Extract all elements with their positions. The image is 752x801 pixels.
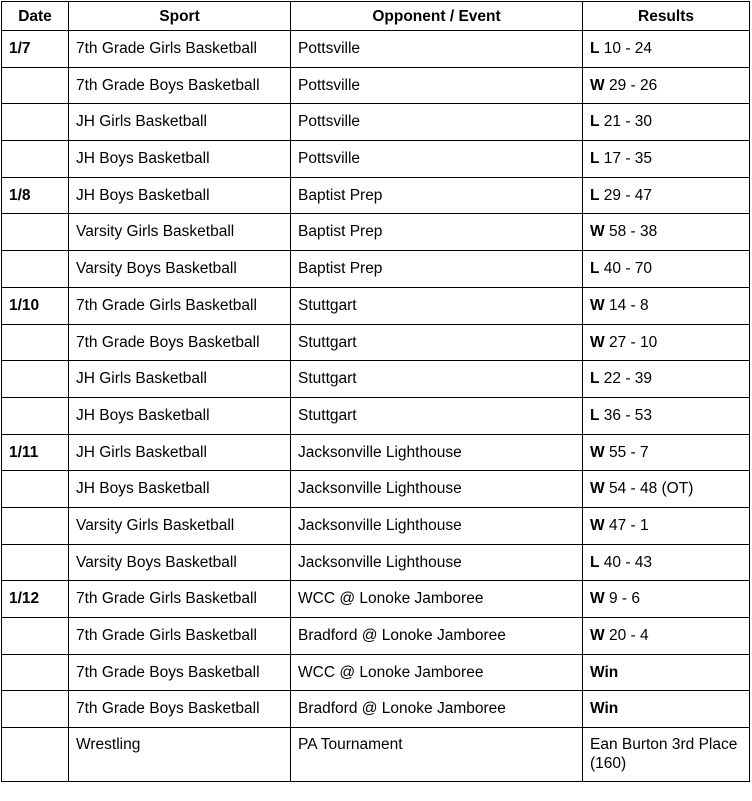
header-date: Date	[2, 2, 69, 31]
cell-sport: Varsity Boys Basketball	[69, 544, 291, 581]
cell-date: 1/10	[2, 287, 69, 324]
table-row	[2, 471, 750, 508]
cell-result	[583, 397, 750, 434]
cell-opponent: Baptist Prep	[291, 251, 583, 288]
result-outcome: W	[590, 223, 605, 241]
header-opponent: Opponent / Event	[291, 2, 583, 31]
cell-sport: Varsity Boys Basketball	[69, 251, 291, 288]
cell-opponent: Stuttgart	[291, 324, 583, 361]
result-outcome: W	[590, 590, 605, 608]
cell-opponent: Baptist Prep	[291, 177, 583, 214]
cell-opponent: Jacksonville Lighthouse	[291, 507, 583, 544]
result-outcome: W	[590, 480, 605, 498]
header-results: Results	[583, 2, 750, 31]
result-score: 21 - 30	[599, 113, 653, 131]
result-score: 58 - 38	[604, 223, 658, 241]
result-score: 55 - 7	[604, 443, 649, 461]
cell-result	[583, 251, 750, 288]
table-row	[2, 544, 750, 581]
cell-result	[583, 141, 750, 178]
result-score: 22 - 39	[599, 370, 653, 388]
result-outcome: L	[590, 150, 600, 168]
cell-result	[583, 507, 750, 544]
cell-date	[2, 728, 69, 782]
table-row	[2, 287, 750, 324]
cell-sport: 7th Grade Boys Basketball	[69, 67, 291, 104]
cell-opponent: Stuttgart	[291, 397, 583, 434]
header-sport: Sport	[69, 2, 291, 31]
result-outcome: L	[590, 186, 600, 204]
cell-sport: Varsity Girls Basketball	[69, 507, 291, 544]
cell-result	[583, 361, 750, 398]
table-row	[2, 507, 750, 544]
result-score: 20 - 4	[604, 627, 649, 644]
cell-date	[2, 214, 69, 251]
table-row	[2, 654, 750, 691]
cell-sport: Wrestling	[69, 728, 291, 782]
cell-date	[2, 141, 69, 178]
result-outcome: W	[590, 76, 605, 94]
result-outcome: L	[590, 113, 600, 131]
cell-result	[583, 618, 750, 655]
cell-date	[2, 324, 69, 361]
cell-opponent: Jacksonville Lighthouse	[291, 544, 583, 581]
cell-sport: Varsity Girls Basketball	[69, 214, 291, 251]
result-outcome: W	[590, 516, 605, 534]
cell-result	[583, 581, 750, 618]
cell-sport: 7th Grade Girls Basketball	[69, 581, 291, 618]
result-score: 40 - 43	[599, 553, 653, 571]
result-score: Ean Burton 3rd Place (160)	[590, 736, 738, 773]
result-score: 14 - 8	[604, 296, 649, 314]
result-score: 40 - 70	[599, 260, 653, 278]
results-table	[1, 1, 750, 782]
table-header-row	[2, 2, 750, 31]
cell-result	[583, 471, 750, 508]
table-row	[2, 691, 750, 728]
result-outcome: Win	[590, 700, 619, 718]
result-score: 17 - 35	[599, 150, 653, 168]
cell-date	[2, 361, 69, 398]
cell-opponent: Pottsville	[291, 67, 583, 104]
result-outcome: W	[590, 333, 605, 351]
cell-result	[583, 287, 750, 324]
cell-date	[2, 104, 69, 141]
cell-date	[2, 397, 69, 434]
cell-opponent: Jacksonville Lighthouse	[291, 471, 583, 508]
table-row	[2, 67, 750, 104]
result-score: 27 - 10	[604, 333, 658, 351]
cell-date	[2, 67, 69, 104]
cell-opponent: WCC @ Lonoke Jamboree	[291, 654, 583, 691]
table-row	[2, 324, 750, 361]
cell-result	[583, 67, 750, 104]
result-outcome: L	[590, 370, 600, 388]
result-score: 29 - 26	[604, 76, 658, 94]
cell-result	[583, 544, 750, 581]
cell-opponent: Baptist Prep	[291, 214, 583, 251]
cell-sport: JH Boys Basketball	[69, 177, 291, 214]
result-score: 9 - 6	[604, 590, 640, 608]
cell-date: 1/12	[2, 581, 69, 618]
cell-result	[583, 434, 750, 471]
table-row	[2, 141, 750, 178]
table-row	[2, 361, 750, 398]
cell-result	[583, 104, 750, 141]
cell-result	[583, 31, 750, 68]
cell-date: 1/7	[2, 31, 69, 68]
cell-result	[583, 691, 750, 728]
cell-sport: JH Girls Basketball	[69, 361, 291, 398]
cell-date	[2, 251, 69, 288]
cell-result	[583, 654, 750, 691]
cell-sport: 7th Grade Boys Basketball	[69, 324, 291, 361]
table-row	[2, 104, 750, 141]
result-outcome: W	[590, 296, 605, 314]
cell-sport: JH Boys Basketball	[69, 471, 291, 508]
table-row	[2, 397, 750, 434]
result-score: 29 - 47	[599, 186, 653, 204]
table-row	[2, 214, 750, 251]
cell-result	[583, 214, 750, 251]
table-row	[2, 177, 750, 214]
cell-opponent: Bradford @ Lonoke Jamboree	[291, 691, 583, 728]
result-score: 10 - 24	[599, 40, 653, 57]
cell-sport: 7th Grade Girls Basketball	[69, 287, 291, 324]
table-row	[2, 728, 750, 782]
cell-opponent: Stuttgart	[291, 287, 583, 324]
cell-date: 1/11	[2, 434, 69, 471]
cell-result	[583, 324, 750, 361]
table-row	[2, 31, 750, 68]
result-score: 36 - 53	[599, 406, 653, 424]
result-score: 54 - 48 (OT)	[604, 480, 694, 498]
cell-sport: JH Girls Basketball	[69, 104, 291, 141]
table-row	[2, 618, 750, 655]
cell-date	[2, 544, 69, 581]
cell-opponent: Pottsville	[291, 141, 583, 178]
cell-opponent: Stuttgart	[291, 361, 583, 398]
table-row	[2, 581, 750, 618]
cell-sport: 7th Grade Boys Basketball	[69, 691, 291, 728]
cell-date	[2, 618, 69, 655]
result-outcome: W	[590, 627, 605, 644]
result-outcome: L	[590, 406, 600, 424]
result-outcome: L	[590, 553, 600, 571]
result-outcome: L	[590, 260, 600, 278]
result-score: 47 - 1	[604, 516, 649, 534]
cell-date	[2, 691, 69, 728]
cell-result	[583, 177, 750, 214]
cell-date: 1/8	[2, 177, 69, 214]
cell-sport: 7th Grade Girls Basketball	[69, 31, 291, 68]
cell-opponent: Pottsville	[291, 104, 583, 141]
cell-date	[2, 471, 69, 508]
table-row	[2, 251, 750, 288]
cell-opponent: Pottsville	[291, 31, 583, 68]
table-row	[2, 434, 750, 471]
result-outcome: L	[590, 40, 600, 57]
cell-sport: JH Girls Basketball	[69, 434, 291, 471]
cell-sport: JH Boys Basketball	[69, 141, 291, 178]
table-body	[2, 31, 750, 782]
cell-sport: 7th Grade Girls Basketball	[69, 618, 291, 655]
cell-opponent: WCC @ Lonoke Jamboree	[291, 581, 583, 618]
cell-opponent: PA Tournament	[291, 728, 583, 782]
result-outcome: W	[590, 443, 605, 461]
cell-date	[2, 654, 69, 691]
cell-result	[583, 728, 750, 782]
cell-opponent: Bradford @ Lonoke Jamboree	[291, 618, 583, 655]
cell-opponent: Jacksonville Lighthouse	[291, 434, 583, 471]
cell-sport: JH Boys Basketball	[69, 397, 291, 434]
result-outcome: Win	[590, 663, 619, 681]
cell-sport: 7th Grade Boys Basketball	[69, 654, 291, 691]
cell-date	[2, 507, 69, 544]
